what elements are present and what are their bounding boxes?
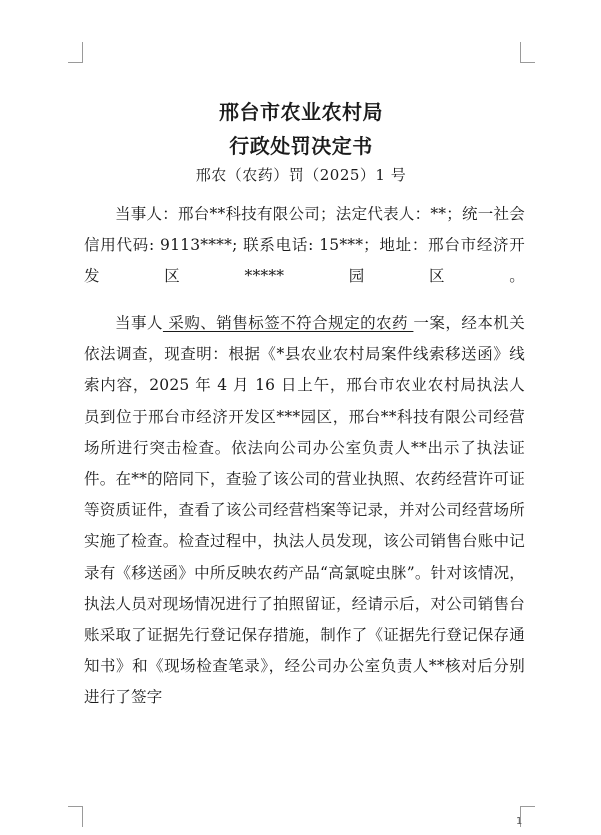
crop-mark-top-right [520, 42, 535, 63]
case-intro-prefix: 当事人 [115, 314, 163, 332]
case-facts-paragraph [84, 308, 525, 714]
crop-mark-top-left [68, 42, 83, 63]
page-number: 1 [516, 816, 523, 827]
case-name-underlined: 采购、销售标签不符合规定的农药 [162, 314, 414, 332]
document-title-type: 行政处罚决定书 [229, 134, 373, 158]
party-info-paragraph: 当事人：邢台**科技有限公司；法定代表人：**；统一社会信用代码: 9113****; 联系电话: 15***；地址：邢台市经济开发区*****园区。 [84, 205, 525, 286]
document-title-agency: 邢台市农业农村局 [219, 100, 383, 124]
case-facts-text: 一案，经本机关依法调查，现查明：根据《*县农业农村局案件线索移送函》线索内容，2025 年 4 月 16 日上午，邢台市农业农村局执法人员到位于邢台市经济开发区***园区，邢台**科技有限公司经营场所进行突击检查。依法向公司办公室负责人**出示了执法证件。在**的陪同下，查验了该公司的营业执照、农药经营许可证等资质证件，查看了该公司经营档案等记录，并对公司经营场所实施了检查。检查过程中，执法人员发现，该公司销售台账中记录有《移送函》中所反映农药产品“高氯啶虫脒”。针对该情况，执法人员对现场情况进行了拍照留证，经请示后，对公司销售台账采取了证据先行登记保存措施，制作了《证据先行登记保存通知书》和《现场检查笔录》，经公司办公室负责人**核对后分别进行了签字 [84, 314, 525, 707]
document-number: 邢农（农药）罚（2025）1 号 [195, 166, 407, 184]
crop-mark-bottom-left [68, 806, 83, 827]
